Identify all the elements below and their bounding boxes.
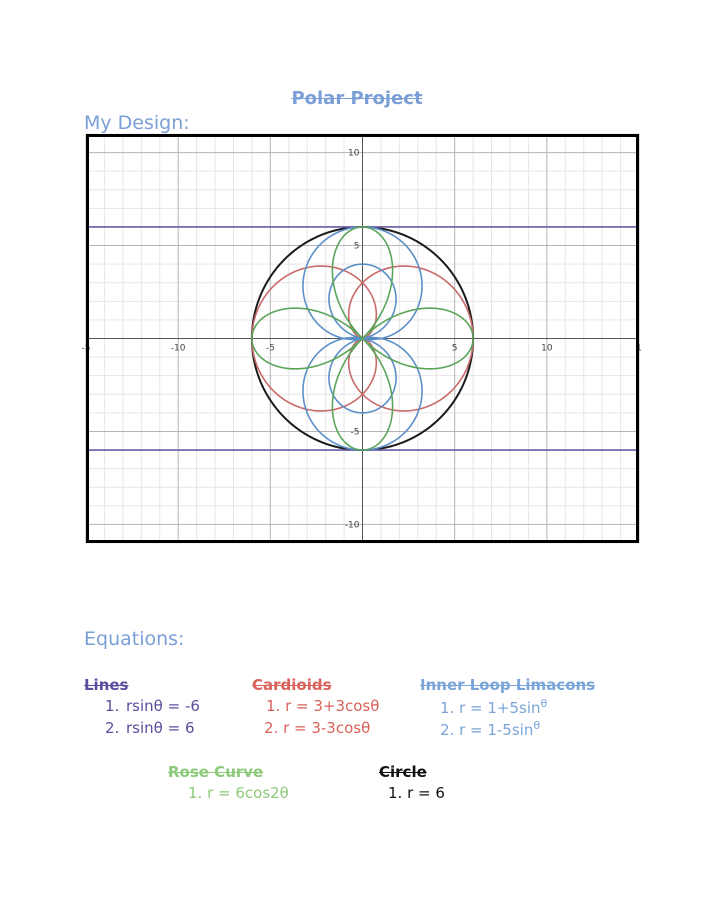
- rose-title: Rose Curve: [168, 763, 264, 781]
- limacons-eq2-theta: θ: [533, 719, 541, 732]
- lines-title: Lines: [84, 676, 129, 694]
- circle-title: Circle: [379, 763, 427, 781]
- limacons-eq1: 1. $r = 1+5\sin^\theta$: [440, 697, 548, 717]
- y-tick-label: 10: [348, 148, 360, 159]
- equations-heading: Equations:: [84, 628, 185, 650]
- page-title: Polar Project: [291, 88, 423, 109]
- lines-eq1: rsinθ = -6: [126, 697, 200, 715]
- cardioids-eq2: 2. r = 3-3cosθ: [264, 719, 371, 737]
- limacons-eq2: 2. $r = 1-5\sin^\theta$: [440, 719, 541, 739]
- rose-eq1: 1. r = 6cos2θ: [188, 784, 289, 802]
- cardioids-title: Cardioids: [252, 676, 332, 694]
- y-tick-label: -5: [350, 427, 360, 438]
- limacons-eq1-theta: θ: [540, 697, 548, 710]
- x-tick-label: -5: [81, 343, 91, 354]
- circle-eq1: 1. r = 6: [388, 784, 445, 802]
- lines-eq1-num: 1.: [105, 697, 120, 715]
- polar-graph: [81, 134, 642, 543]
- design-heading: My Design:: [84, 112, 190, 134]
- lines-eq2-num: 2.: [105, 719, 120, 737]
- limacons-title: Inner Loop Limacons: [420, 676, 596, 694]
- x-tick-label: -5: [265, 343, 275, 354]
- x-tick-label: -10: [170, 343, 186, 354]
- lines-eq2: rsinθ = 6: [126, 719, 195, 737]
- x-tick-label: 10: [541, 343, 553, 354]
- y-tick-label: -10: [344, 520, 360, 531]
- y-tick-label: 5: [353, 241, 360, 252]
- cardioids-eq1: 1. r = 3+3cosθ: [266, 697, 380, 715]
- x-tick-label: 5: [451, 343, 458, 354]
- x-tick-label: 1: [636, 343, 642, 354]
